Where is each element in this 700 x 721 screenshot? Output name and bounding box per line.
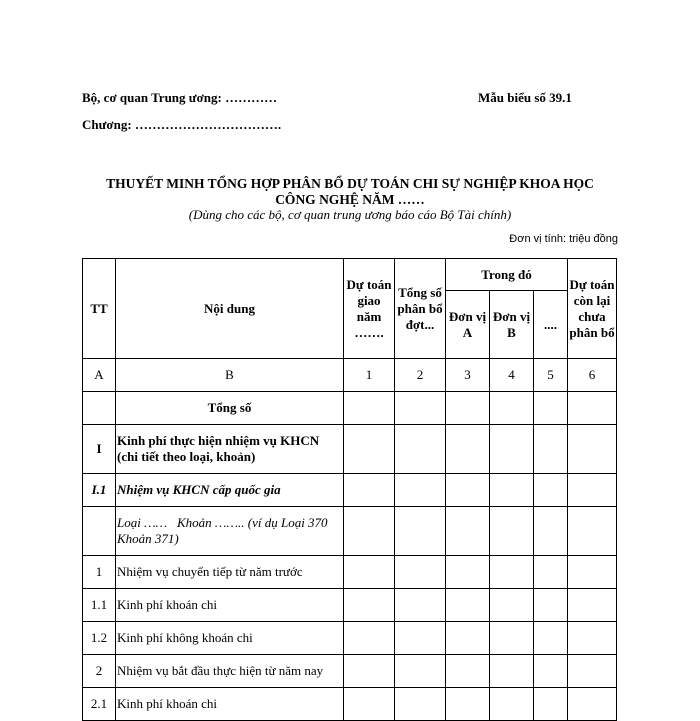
row-tt: I.1 — [83, 474, 116, 507]
column-code-row — [83, 359, 617, 392]
header-unit-a: Đơn vị A — [446, 291, 490, 359]
unit-note: Đơn vị tính: triệu đồng — [509, 233, 618, 245]
row-tt — [83, 392, 116, 425]
header-unit-b: Đơn vị B — [490, 291, 534, 359]
document-title-line2: CÔNG NGHỆ NĂM …… — [275, 192, 425, 207]
row-content: Loại …… Khoản …….. (ví dụ Loại 370 Khoản 371) — [116, 507, 344, 556]
ministry-label: Bộ, cơ quan Trung ương: ………… — [82, 90, 278, 105]
table-row — [83, 425, 617, 474]
table-row — [83, 655, 617, 688]
header-allocated: Tổng số phân bổ đợt... — [395, 259, 446, 359]
row-content: Tổng số — [116, 392, 344, 425]
table-row — [83, 474, 617, 507]
code-cell: 5 — [534, 359, 568, 392]
document-subtitle: (Dùng cho các bộ, cơ quan trung ương báo cáo Bộ Tài chính) — [188, 207, 512, 222]
table-row — [83, 507, 617, 556]
row-tt: 1.2 — [83, 622, 116, 655]
code-cell: 6 — [568, 359, 617, 392]
table-row — [83, 589, 617, 622]
header-content: Nội dung — [116, 259, 344, 359]
header-etc: .... — [534, 291, 568, 359]
row-content: Kinh phí thực hiện nhiệm vụ KHCN (chi tiết theo loại, khoản) — [116, 425, 344, 474]
code-cell: 4 — [490, 359, 534, 392]
code-cell: 1 — [344, 359, 395, 392]
code-cell: A — [83, 359, 116, 392]
row-tt: I — [83, 425, 116, 474]
row-content: Kinh phí khoán chi — [116, 589, 344, 622]
header-tt: TT — [83, 259, 116, 359]
row-content: Nhiệm vụ chuyển tiếp từ năm trước — [116, 556, 344, 589]
row-tt — [83, 507, 116, 556]
document-title-line1: THUYẾT MINH TỔNG HỢP PHÂN BỔ DỰ TOÁN CHI SỰ NGHIỆP KHOA HỌC — [106, 176, 594, 191]
row-content: Kinh phí khoán chi — [116, 688, 344, 721]
row-content: Nhiệm vụ bắt đầu thực hiện từ năm nay — [116, 655, 344, 688]
table-row — [83, 622, 617, 655]
table-row — [83, 392, 617, 425]
row-tt: 2.1 — [83, 688, 116, 721]
table-row — [83, 688, 617, 721]
header-row-1 — [83, 259, 617, 291]
code-cell: B — [116, 359, 344, 392]
budget-table — [82, 258, 617, 721]
header-remaining: Dự toán còn lại chưa phân bổ — [568, 259, 617, 359]
row-tt: 1.1 — [83, 589, 116, 622]
row-tt: 1 — [83, 556, 116, 589]
form-number: Mẫu biểu số 39.1 — [478, 90, 572, 105]
row-tt: 2 — [83, 655, 116, 688]
header-assigned: Dự toán giao năm ……. — [344, 259, 395, 359]
code-cell: 2 — [395, 359, 446, 392]
row-content: Kinh phí không khoán chi — [116, 622, 344, 655]
row-content: Nhiệm vụ KHCN cấp quốc gia — [116, 474, 344, 507]
table-row — [83, 556, 617, 589]
code-cell: 3 — [446, 359, 490, 392]
header-of-which: Trong đó — [446, 259, 568, 291]
chapter-label: Chương: ……………………………. — [82, 117, 282, 132]
